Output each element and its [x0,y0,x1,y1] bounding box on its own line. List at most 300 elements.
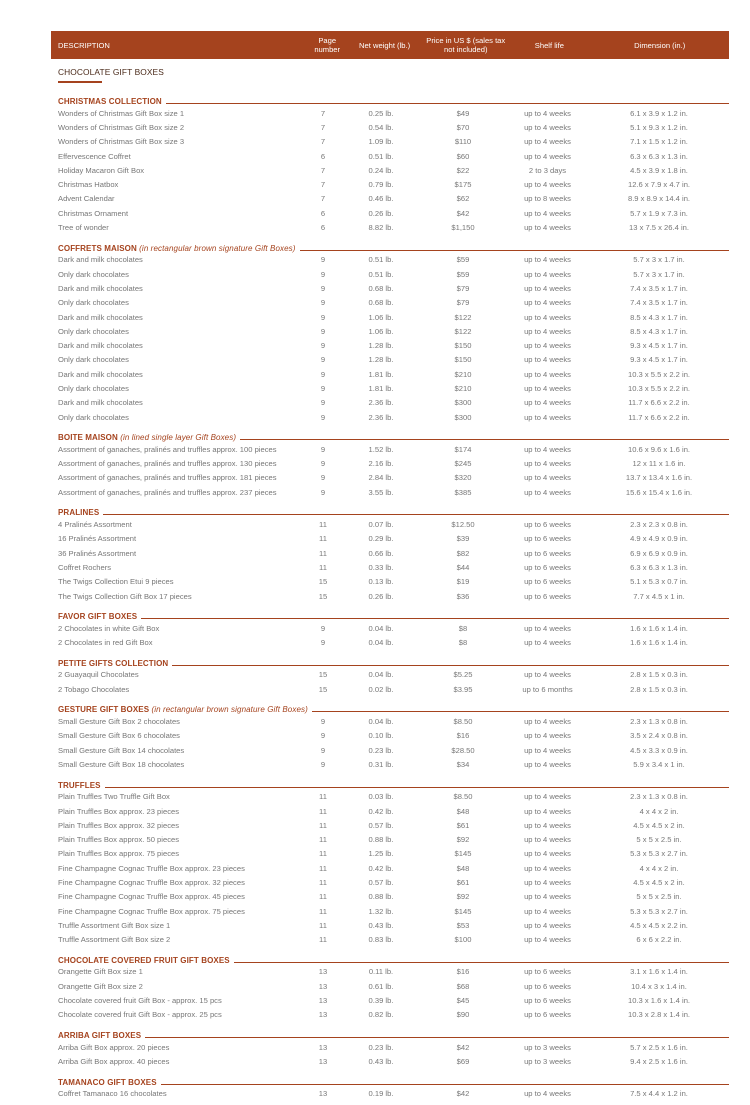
section-note: (in rectangular brown signature Gift Boxes) [139,243,296,253]
table-header [51,31,729,59]
cell-description: Dark and milk chocolates [58,255,143,265]
cell-shelf-life: up to 4 weeks [524,863,571,873]
table-row [51,1040,729,1054]
section-rule [312,711,729,712]
section-name: PRALINES [58,508,100,518]
cell-shelf-life: up to 6 weeks [524,967,571,977]
cell-weight: 2.84 lb. [368,473,394,483]
cell-price: $79 [456,283,470,293]
cell-dimension: 7.5 x 4.4 x 1.2 in. [630,1089,688,1099]
cell-price: $22 [456,165,470,175]
cell-dimension: 13.7 x 13.4 x 1.6 in. [625,473,693,483]
cell-description: Orangette Gift Box size 2 [58,981,143,991]
table-row [51,381,729,395]
cell-page: 9 [320,255,326,265]
cell-description: 16 Pralinés Assortment [58,534,137,544]
cell-page: 9 [320,412,326,422]
cell-weight: 2.36 lb. [368,412,394,422]
cell-page: 13 [318,1056,328,1066]
cell-weight: 3.55 lb. [368,487,394,497]
section-name: PETITE GIFTS COLLECTION [58,658,169,668]
cell-weight: 0.68 lb. [368,298,394,308]
cell-shelf-life: up to 4 weeks [524,459,571,469]
cell-page: 6 [320,151,326,161]
cell-dimension: 5.1 x 9.3 x 1.2 in. [630,122,688,132]
cell-shelf-life: up to 6 weeks [524,996,571,1006]
cell-description: Dark and milk chocolates [58,312,143,322]
table-row [51,149,729,163]
cell-dimension: 8.5 x 4.3 x 1.7 in. [630,312,688,322]
table-row [51,729,729,743]
cell-price: $122 [454,326,472,336]
cell-page: 9 [320,269,326,279]
cell-price: $39 [456,534,470,544]
cell-dimension: 5.9 x 3.4 x 1 in. [633,759,685,769]
cell-price: $8.50 [453,717,473,727]
table-row [51,804,729,818]
header-page-number: Page number [314,36,341,54]
section-label [51,612,137,621]
cell-description: Only dark chocolates [58,269,129,279]
cell-shelf-life: up to 3 weeks [524,1042,571,1052]
cell-weight: 2.36 lb. [368,398,394,408]
cell-price: $92 [456,892,470,902]
cell-shelf-life: up to 4 weeks [524,269,571,279]
cell-page: 11 [319,906,327,916]
cell-page: 13 [318,967,328,977]
section-label [51,705,308,714]
cell-shelf-life: up to 4 weeks [524,935,571,945]
cell-shelf-life: up to 4 weeks [524,920,571,930]
cell-weight: 1.32 lb. [368,906,394,916]
cell-dimension: 2.3 x 1.3 x 0.8 in. [630,717,688,727]
cell-description: Dark and milk chocolates [58,398,143,408]
table-row [51,575,729,589]
cell-page: 11 [319,892,327,902]
cell-page: 9 [320,283,326,293]
cell-price: $70 [456,122,470,132]
cell-price: $34 [456,759,470,769]
section-rule [105,787,729,788]
cell-weight: 1.25 lb. [368,849,394,859]
cell-price: $300 [454,398,472,408]
cell-description: Holiday Macaron Gift Box [58,165,145,175]
cell-description: 4 Pralinés Assortment [58,520,132,530]
cell-dimension: 4.5 x 4.5 x 2 in. [633,820,685,830]
cell-page: 9 [320,745,326,755]
table-row [51,668,729,682]
cell-dimension: 2.3 x 2.3 x 0.8 in. [630,520,688,530]
cell-weight: 0.46 lb. [368,194,394,204]
cell-description: Only dark chocolates [58,383,129,393]
cell-weight: 0.51 lb. [368,151,394,161]
cell-shelf-life: up to 4 weeks [524,638,571,648]
section-note: (in lined single layer Gift Boxes) [120,433,237,443]
table-row [51,636,729,650]
table-row [51,589,729,603]
table-row [51,206,729,220]
cell-price: $150 [454,355,472,365]
section-rule [141,618,729,619]
cell-dimension: 4.5 x 4.5 x 2 in. [633,878,685,887]
cell-description: 2 Chocolates in white Gift Box [58,623,160,633]
cell-dimension: 7.1 x 1.5 x 1.2 in. [630,137,688,147]
cell-weight: 0.57 lb. [368,820,394,830]
table-row [51,220,729,234]
cell-dimension: 7.4 x 3.5 x 1.7 in. [630,283,688,293]
cell-shelf-life: up to 4 weeks [524,326,571,336]
cell-shelf-life: up to 4 weeks [524,792,571,802]
cell-weight: 0.04 lb. [368,638,394,648]
header-dimension: Dimension (in.) [634,40,686,50]
cell-page: 9 [320,341,326,351]
cell-description: Wonders of Christmas Gift Box size 3 [58,137,185,147]
section-heading [51,1026,729,1040]
cell-description: Small Gesture Gift Box 6 chocolates [58,731,180,741]
table-row [51,517,729,531]
cell-dimension: 4.5 x 3.9 x 1.8 in. [630,165,688,175]
cell-page: 13 [318,981,328,991]
table-row [51,546,729,560]
cell-price: $59 [456,269,470,279]
cell-weight: 0.79 lb. [368,180,394,190]
cell-weight: 0.10 lb. [368,731,394,741]
cell-page: 7 [320,137,326,147]
cell-dimension: 4.9 x 4.9 x 0.9 in. [630,534,688,544]
cell-shelf-life: up to 4 weeks [524,745,571,755]
cell-weight: 0.19 lb. [368,1089,394,1099]
cell-shelf-life: up to 4 weeks [524,820,571,830]
section-rule [145,1037,729,1038]
cell-description: Advent Calendar [58,194,115,204]
table-row [51,743,729,757]
cell-shelf-life: up to 4 weeks [524,312,571,322]
cell-dimension: 3.5 x 2.4 x 0.8 in. [630,731,688,741]
cell-price: $69 [456,1056,470,1066]
cell-page: 15 [318,591,328,601]
cell-price: $16 [456,967,470,977]
cell-shelf-life: up to 4 weeks [524,849,571,859]
cell-page: 11 [319,548,327,558]
cell-page: 9 [320,312,326,322]
table-row [51,296,729,310]
cell-price: $92 [456,835,470,845]
cell-weight: 0.68 lb. [368,283,394,293]
cell-shelf-life: up to 4 weeks [524,341,571,351]
cell-price: $45 [456,996,470,1006]
cell-description: Fine Champagne Cognac Truffle Box approx. 75 pieces [58,906,245,916]
cell-shelf-life: up to 6 weeks [524,1010,571,1020]
table-row [51,281,729,295]
cell-description: Dark and milk chocolates [58,341,143,351]
cell-description: Small Gesture Gift Box 18 chocolates [58,759,185,769]
table-row [51,310,729,324]
cell-description: Coffret Rochers [58,562,112,572]
cell-shelf-life: up to 4 weeks [524,623,571,633]
cell-price: $385 [454,487,472,497]
cell-shelf-life: up to 8 weeks [524,194,571,204]
cell-shelf-life: up to 6 weeks [524,562,571,572]
cell-shelf-life: up to 4 weeks [524,892,571,902]
cell-page: 7 [320,194,326,204]
cell-description: Plain Truffles Box approx. 75 pieces [58,849,180,859]
section-rule [161,1084,729,1085]
cell-page: 11 [319,863,327,873]
cell-weight: 0.43 lb. [368,1056,394,1066]
table-row [51,177,729,191]
table-row [51,1087,729,1101]
cell-price: $1,150 [451,223,475,233]
cell-dimension: 5.7 x 2.5 x 1.6 in. [630,1042,688,1052]
section-label [51,1078,157,1087]
cell-weight: 0.04 lb. [368,670,394,680]
cell-weight: 0.88 lb. [368,892,394,902]
cell-shelf-life: up to 4 weeks [524,369,571,379]
cell-shelf-life: up to 4 weeks [524,878,571,887]
cell-price: $19 [456,577,470,587]
cell-weight: 1.28 lb. [368,355,394,365]
cell-weight: 1.06 lb. [368,312,394,322]
table-row [51,993,729,1007]
section-name: FAVOR GIFT BOXES [58,612,138,622]
cell-description: Wonders of Christmas Gift Box size 2 [58,122,185,132]
cell-description: Fine Champagne Cognac Truffle Box approx. 23 pieces [58,863,245,873]
cell-shelf-life: up to 4 weeks [524,208,571,218]
cell-page: 13 [318,1010,328,1020]
section-rule [234,962,729,963]
cell-description: Effervescence Coffret [58,151,131,161]
cell-weight: 0.51 lb. [368,269,394,279]
cell-price: $48 [456,863,470,873]
cell-page: 9 [320,459,326,469]
cell-dimension: 10.3 x 1.6 x 1.4 in. [627,996,691,1006]
table-row [51,192,729,206]
section-name: ARRIBA GIFT BOXES [58,1031,142,1041]
cell-weight: 0.57 lb. [368,878,394,887]
cell-weight: 0.03 lb. [368,792,394,802]
cell-price: $53 [456,920,470,930]
cell-page: 9 [320,473,326,483]
cell-dimension: 10.4 x 3 x 1.4 in. [631,981,687,991]
cell-weight: 0.31 lb. [368,759,394,769]
cell-price: $8.50 [453,792,473,802]
cell-shelf-life: up to 4 weeks [524,137,571,147]
cell-price: $49 [456,108,470,118]
cell-price: $8 [458,623,468,633]
cell-shelf-life: up to 4 weeks [524,180,571,190]
cell-shelf-life: up to 6 weeks [524,548,571,558]
cell-page: 11 [319,806,327,816]
cell-price: $60 [456,151,470,161]
section-heading [51,92,729,106]
cell-shelf-life: up to 4 weeks [524,151,571,161]
cell-weight: 0.24 lb. [368,165,394,175]
table-row [51,442,729,456]
cell-weight: 0.26 lb. [368,591,394,601]
cell-dimension: 10.3 x 2.8 x 1.4 in. [627,1010,691,1020]
cell-dimension: 2.8 x 1.5 x 0.3 in. [630,684,688,694]
cell-page: 15 [318,670,328,680]
cell-dimension: 9.3 x 4.5 x 1.7 in. [630,341,688,351]
cell-description: Christmas Hatbox [58,180,119,190]
cell-page: 9 [320,398,326,408]
cell-page: 9 [320,383,326,393]
cell-weight: 0.23 lb. [368,1042,394,1052]
table-row [51,163,729,177]
table-row [51,875,729,889]
cell-weight: 0.04 lb. [368,717,394,727]
section-heading [51,607,729,621]
cell-shelf-life: up to 4 weeks [524,806,571,816]
cell-weight: 0.42 lb. [368,806,394,816]
table-row [51,353,729,367]
cell-dimension: 2.3 x 1.3 x 0.8 in. [630,792,688,802]
cell-dimension: 5 x 5 x 2.5 in. [636,892,682,902]
cell-weight: 0.43 lb. [368,920,394,930]
cell-weight: 1.09 lb. [368,137,394,147]
cell-description: Dark and milk chocolates [58,283,143,293]
cell-weight: 0.82 lb. [368,1010,394,1020]
table-row [51,367,729,381]
table-row [51,410,729,424]
section-label [51,956,230,965]
cell-page: 11 [319,878,327,887]
cell-description: Arriba Gift Box approx. 40 pieces [58,1056,170,1066]
cell-description: Assortment of ganaches, pralinés and truffles approx. 237 pieces [58,487,277,497]
section-rule [103,514,729,515]
cell-weight: 1.81 lb. [368,383,394,393]
cell-shelf-life: up to 4 weeks [524,255,571,265]
cell-description: Assortment of ganaches, pralinés and truffles approx. 130 pieces [58,459,277,469]
table-row [51,338,729,352]
table-row [51,933,729,947]
cell-price: $300 [454,412,472,422]
cell-price: $145 [454,906,472,916]
cell-price: $245 [454,459,472,469]
cell-shelf-life: up to 6 months [522,684,573,694]
cell-price: $16 [456,731,470,741]
table-row [51,457,729,471]
cell-page: 7 [320,122,326,132]
section-label [51,1031,141,1040]
table-row [51,106,729,120]
table-row [51,1054,729,1068]
cell-dimension: 4.5 x 4.5 x 2.2 in. [630,920,688,930]
cell-dimension: 13 x 7.5 x 26.4 in. [629,223,689,233]
cell-weight: 0.33 lb. [368,562,394,572]
section-rule [240,439,729,440]
cell-shelf-life: up to 4 weeks [524,383,571,393]
table-row [51,714,729,728]
cell-shelf-life: up to 4 weeks [524,398,571,408]
cell-shelf-life: up to 4 weeks [524,298,571,308]
section-heading [51,1073,729,1087]
cell-dimension: 5.7 x 1.9 x 7.3 in. [630,208,688,218]
section-name: GESTURE GIFT BOXES [58,705,150,715]
cell-description: Only dark chocolates [58,326,129,336]
cell-page: 9 [320,369,326,379]
cell-weight: 0.83 lb. [368,935,394,945]
cell-description: The Twigs Collection Etui 9 pieces [58,577,174,587]
cell-price: $5.25 [453,670,473,680]
table-row [51,1008,729,1022]
cell-page: 7 [320,165,326,175]
cell-dimension: 4.5 x 3.3 x 0.9 in. [630,745,688,755]
cell-description: Assortment of ganaches, pralinés and truffles approx. 181 pieces [58,473,277,483]
section-heading [51,951,729,965]
section-heading [51,428,729,442]
cell-price: $110 [454,137,472,147]
cell-page: 9 [320,731,326,741]
table-row [51,818,729,832]
cell-page: 9 [320,487,326,497]
cell-shelf-life: up to 4 weeks [524,731,571,741]
title-underline [58,81,102,83]
cell-shelf-life: up to 6 weeks [524,591,571,601]
table-row [51,890,729,904]
cell-price: $320 [454,473,472,483]
table-row [51,682,729,696]
cell-page: 11 [319,792,327,802]
cell-dimension: 9.4 x 2.5 x 1.6 in. [630,1056,688,1066]
cell-shelf-life: up to 6 weeks [524,577,571,587]
header-description: DESCRIPTION [58,40,110,50]
cell-dimension: 6.3 x 6.3 x 1.3 in. [630,151,688,161]
cell-weight: 0.02 lb. [368,684,394,694]
cell-dimension: 1.6 x 1.6 x 1.4 in. [630,638,688,648]
table-row [51,120,729,134]
section-label [51,433,236,442]
cell-price: $8 [458,638,468,648]
cell-description: Chocolate covered fruit Gift Box - approx. 15 pcs [58,996,222,1006]
cell-dimension: 4 x 4 x 2 in. [639,806,679,816]
cell-weight: 0.29 lb. [368,534,394,544]
cell-dimension: 6.3 x 6.3 x 1.3 in. [630,562,688,572]
cell-description: Orangette Gift Box size 1 [58,967,143,977]
cell-description: Christmas Ornament [58,208,129,218]
table-row [51,847,729,861]
cell-shelf-life: up to 4 weeks [524,223,571,233]
cell-page: 15 [318,684,328,694]
cell-weight: 0.51 lb. [368,255,394,265]
cell-dimension: 5.7 x 3 x 1.7 in. [633,255,685,265]
section-label [51,781,101,790]
section-name: BOITE MAISON [58,433,118,443]
cell-description: Chocolate covered fruit Gift Box - approx. 25 pcs [58,1010,222,1020]
cell-dimension: 6 x 6 x 2.2 in. [636,935,682,945]
table-row [51,560,729,574]
section-note: (in rectangular brown signature Gift Boxes) [151,705,308,715]
cell-shelf-life: up to 4 weeks [524,670,571,680]
cell-shelf-life: up to 6 weeks [524,520,571,530]
cell-page: 11 [319,820,327,830]
section-rule [166,103,729,104]
cell-price: $174 [454,444,472,454]
cell-weight: 0.54 lb. [368,122,394,132]
cell-shelf-life: up to 6 weeks [524,981,571,991]
cell-dimension: 6.9 x 6.9 x 0.9 in. [630,548,688,558]
cell-description: Fine Champagne Cognac Truffle Box approx. 32 pieces [58,878,245,887]
cell-price: $62 [456,194,470,204]
cell-dimension: 10.3 x 5.5 x 2.2 in. [627,383,691,393]
cell-dimension: 5.3 x 5.3 x 2.7 in. [630,906,688,916]
cell-price: $48 [456,806,470,816]
section-heading [51,654,729,668]
cell-shelf-life: up to 4 weeks [524,283,571,293]
cell-dimension: 5.7 x 3 x 1.7 in. [633,269,685,279]
section-heading [51,700,729,714]
section-name: COFFRETS MAISON [58,243,137,253]
